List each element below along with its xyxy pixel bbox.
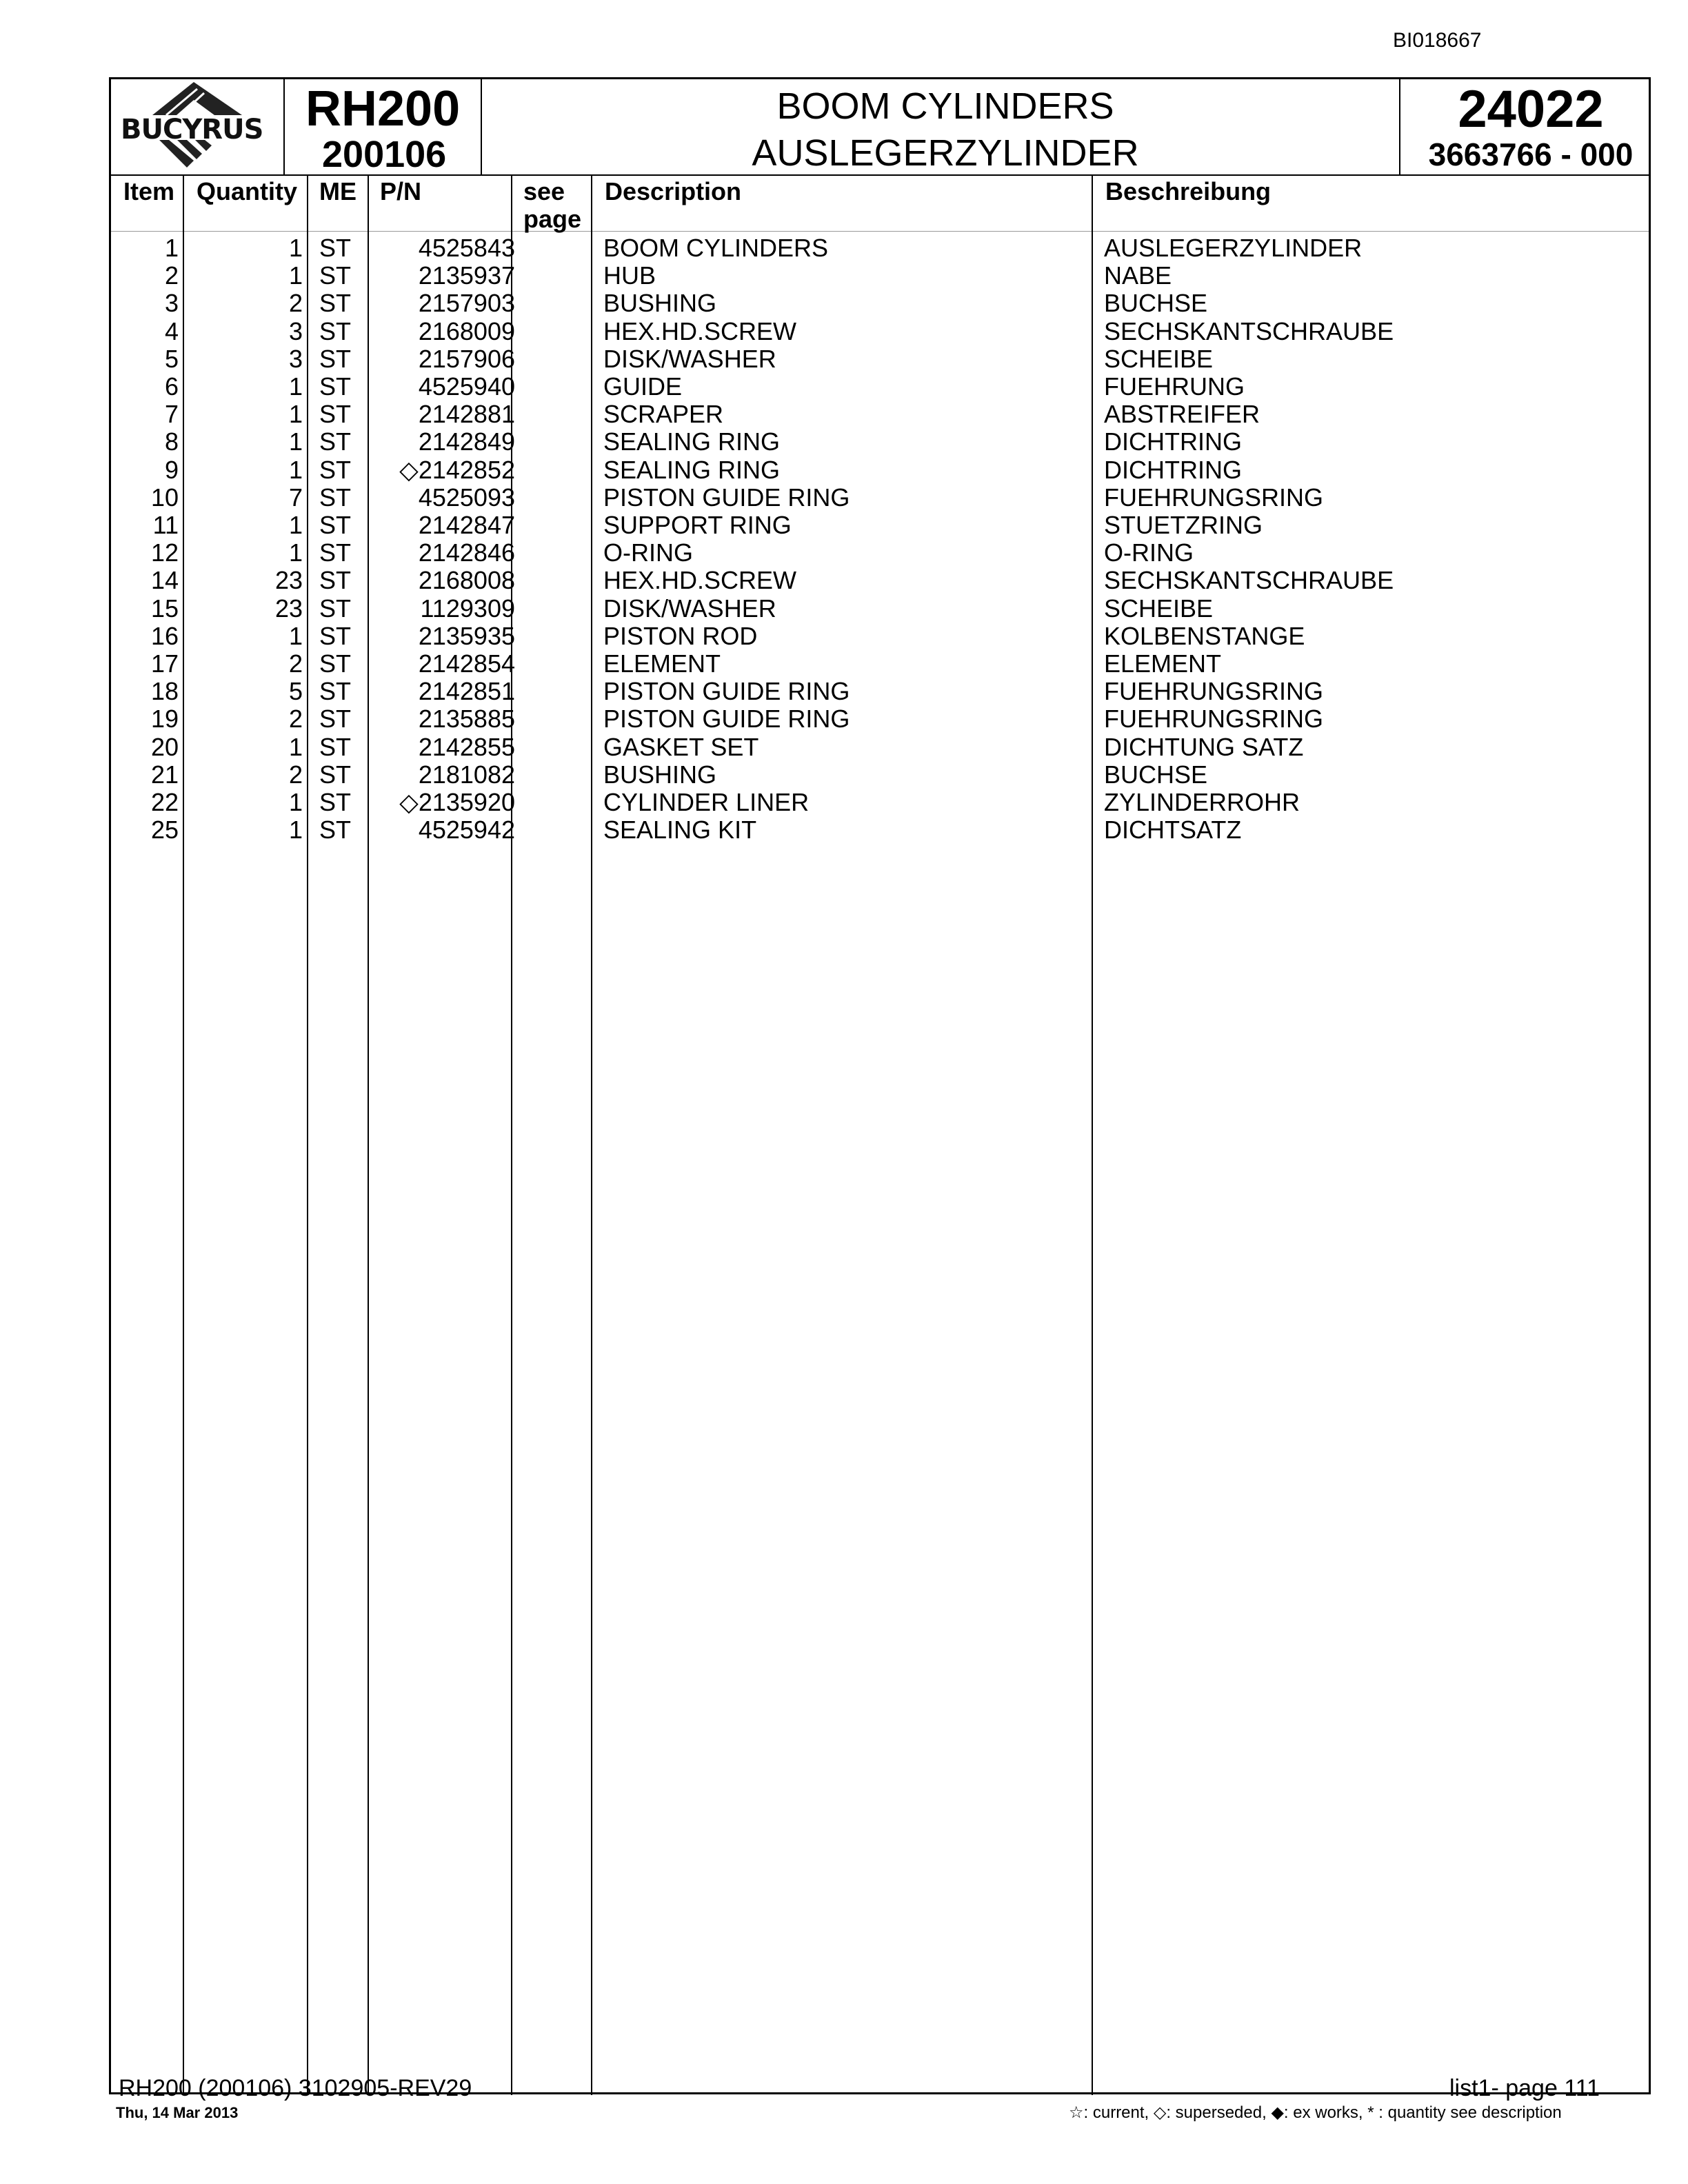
cell-quantity: 1: [288, 234, 303, 262]
cell-description: HEX.HD.SCREW: [603, 316, 797, 345]
column-header-see-page-2: page: [523, 205, 582, 233]
cell-me: ST: [319, 344, 352, 373]
table-row: [111, 677, 1649, 705]
cell-description: PISTON GUIDE RING: [603, 705, 850, 734]
cell-description: DISK/WASHER: [603, 344, 776, 373]
cell-part-number: ◇2135920: [399, 788, 515, 816]
cell-part-number: 2168008: [418, 566, 515, 595]
cell-item: 7: [164, 400, 179, 429]
cell-me: ST: [319, 538, 352, 567]
cell-beschreibung: BUCHSE: [1104, 289, 1208, 318]
cell-part-number: 4525940: [418, 372, 515, 401]
cell-beschreibung: STUETZRING: [1104, 511, 1263, 539]
cell-quantity: 5: [288, 677, 303, 706]
cell-item: 18: [150, 677, 179, 706]
cell-part-number: 4525093: [418, 483, 515, 512]
cell-beschreibung: SCHEIBE: [1104, 344, 1214, 373]
cell-part-number: 2157906: [418, 344, 515, 373]
cell-quantity: 2: [288, 649, 303, 678]
table-row: [111, 345, 1649, 372]
cell-item: 22: [150, 788, 179, 816]
cell-quantity: 1: [288, 261, 303, 290]
cell-quantity: 2: [288, 289, 303, 318]
cell-description: PISTON GUIDE RING: [603, 483, 850, 512]
cell-item: 25: [150, 816, 179, 845]
cell-quantity: 1: [288, 816, 303, 845]
cell-description: SEALING RING: [603, 455, 781, 484]
cell-part-number: 2157903: [418, 289, 515, 318]
cell-part-number: 2142846: [418, 538, 515, 567]
cell-beschreibung: FUEHRUNGSRING: [1104, 677, 1324, 706]
table-row: [111, 760, 1649, 788]
cell-description: ELEMENT: [603, 649, 721, 678]
table-row: [111, 566, 1649, 594]
cell-item: 14: [150, 566, 179, 595]
cell-beschreibung: NABE: [1104, 261, 1172, 290]
cell-quantity: 23: [274, 594, 303, 623]
cell-me: ST: [319, 816, 352, 845]
cell-description: BUSHING: [603, 760, 717, 789]
footer-document-ref: RH200 (200106) 3102905-REV29: [119, 2075, 472, 2101]
footer-date: Thu, 14 Mar 2013: [116, 2104, 239, 2121]
column-header-rule: [111, 231, 1649, 232]
cell-item: 5: [164, 344, 179, 373]
cell-part-number: 2142849: [418, 427, 515, 456]
column-header-description: Description: [605, 177, 742, 205]
cell-beschreibung: FUEHRUNGSRING: [1104, 483, 1324, 512]
cell-item: 21: [150, 760, 179, 789]
cell-part-number: 2142855: [418, 732, 515, 761]
header-divider: [481, 79, 482, 176]
cell-quantity: 7: [288, 483, 303, 512]
table-row: [111, 511, 1649, 538]
table-row: [111, 538, 1649, 566]
table-row: [111, 705, 1649, 732]
cell-item: 10: [150, 483, 179, 512]
column-header-pn: P/N: [380, 177, 422, 205]
table-row: [111, 400, 1649, 427]
cell-quantity: 1: [288, 538, 303, 567]
cell-item: 2: [164, 261, 179, 290]
cell-quantity: 1: [288, 372, 303, 401]
cell-me: ST: [319, 649, 352, 678]
cell-item: 17: [150, 649, 179, 678]
cell-me: ST: [319, 316, 352, 345]
parts-list-frame: [109, 77, 1651, 2094]
cell-quantity: 1: [288, 511, 303, 539]
cell-part-number: 2135885: [418, 705, 515, 734]
column-header-me: ME: [319, 177, 356, 205]
cell-beschreibung: KOLBENSTANGE: [1104, 621, 1305, 650]
document-id: BI018667: [1393, 29, 1482, 52]
column-header-see-page: see: [523, 177, 565, 205]
cell-part-number: 2135935: [418, 621, 515, 650]
cell-part-number: 2181082: [418, 760, 515, 789]
cell-description: GUIDE: [603, 372, 683, 401]
title-german: AUSLEGERZYLINDER: [752, 132, 1139, 174]
symbol-legend: ☆: current, ◇: superseded, ◆: ex works, * : quantity see description: [1069, 2103, 1562, 2122]
cell-beschreibung: SECHSKANTSCHRAUBE: [1104, 316, 1394, 345]
cell-me: ST: [319, 566, 352, 595]
cell-description: SEALING KIT: [603, 816, 757, 845]
cell-part-number: 2168009: [418, 316, 515, 345]
cell-item: 9: [164, 455, 179, 484]
cell-part-number: ◇2142852: [399, 455, 515, 484]
cell-item: 3: [164, 289, 179, 318]
cell-me: ST: [319, 234, 352, 262]
table-row: [111, 234, 1649, 261]
group-number: 24022: [1458, 80, 1604, 139]
cell-me: ST: [319, 511, 352, 539]
cell-beschreibung: DICHTSATZ: [1104, 816, 1242, 845]
cell-beschreibung: O-RING: [1104, 538, 1194, 567]
cell-me: ST: [319, 427, 352, 456]
cell-beschreibung: ABSTREIFER: [1104, 400, 1260, 429]
column-header-beschreibung: Beschreibung: [1105, 177, 1272, 205]
cell-description: DISK/WASHER: [603, 594, 776, 623]
cell-item: 19: [150, 705, 179, 734]
cell-item: 12: [150, 538, 179, 567]
cell-quantity: 1: [288, 400, 303, 429]
cell-beschreibung: DICHTUNG SATZ: [1104, 732, 1304, 761]
cell-me: ST: [319, 705, 352, 734]
cell-item: 6: [164, 372, 179, 401]
cell-description: SEALING RING: [603, 427, 781, 456]
cell-me: ST: [319, 289, 352, 318]
cell-part-number: 2142847: [418, 511, 515, 539]
serial-number: 200106: [322, 134, 447, 175]
table-row: [111, 427, 1649, 455]
cell-beschreibung: SECHSKANTSCHRAUBE: [1104, 566, 1394, 595]
table-row: [111, 456, 1649, 483]
cell-me: ST: [319, 372, 352, 401]
header-divider: [283, 79, 285, 176]
group-subnumber: 3663766 - 000: [1428, 136, 1634, 172]
cell-beschreibung: ELEMENT: [1104, 649, 1222, 678]
cell-quantity: 23: [274, 566, 303, 595]
cell-beschreibung: FUEHRUNGSRING: [1104, 705, 1324, 734]
cell-quantity: 2: [288, 760, 303, 789]
footer-page-number: list1- page 111: [1449, 2075, 1600, 2101]
column-header-quantity: Quantity: [197, 177, 298, 205]
cell-part-number: 4525942: [418, 816, 515, 845]
cell-me: ST: [319, 732, 352, 761]
cell-me: ST: [319, 760, 352, 789]
cell-quantity: 1: [288, 427, 303, 456]
cell-description: GASKET SET: [603, 732, 759, 761]
cell-description: HUB: [603, 261, 656, 290]
cell-item: 16: [150, 621, 179, 650]
cell-quantity: 2: [288, 705, 303, 734]
cell-part-number: 2142881: [418, 400, 515, 429]
cell-description: PISTON ROD: [603, 621, 758, 650]
cell-part-number: 2142851: [418, 677, 515, 706]
cell-me: ST: [319, 594, 352, 623]
logo-text: BUCYRUS: [121, 114, 263, 145]
cell-quantity: 1: [288, 788, 303, 816]
table-row: [111, 733, 1649, 760]
cell-me: ST: [319, 261, 352, 290]
cell-me: ST: [319, 455, 352, 484]
cell-beschreibung: SCHEIBE: [1104, 594, 1214, 623]
cell-part-number: 1129309: [420, 594, 515, 623]
cell-description: HEX.HD.SCREW: [603, 566, 797, 595]
column-header-item: Item: [123, 177, 175, 205]
cell-me: ST: [319, 621, 352, 650]
cell-me: ST: [319, 400, 352, 429]
cell-description: BOOM CYLINDERS: [603, 234, 829, 262]
cell-item: 4: [164, 316, 179, 345]
cell-quantity: 1: [288, 621, 303, 650]
cell-item: 20: [150, 732, 179, 761]
cell-description: BUSHING: [603, 289, 717, 318]
table-row: [111, 788, 1649, 816]
cell-beschreibung: FUEHRUNG: [1104, 372, 1245, 401]
table-row: [111, 483, 1649, 511]
cell-description: SUPPORT RING: [603, 511, 792, 539]
table-row: [111, 622, 1649, 649]
cell-beschreibung: DICHTRING: [1104, 455, 1242, 484]
table-row: [111, 594, 1649, 622]
cell-part-number: 4525843: [418, 234, 515, 262]
cell-quantity: 1: [288, 732, 303, 761]
table-row: [111, 289, 1649, 316]
title-english: BOOM CYLINDERS: [776, 85, 1114, 127]
cell-description: PISTON GUIDE RING: [603, 677, 850, 706]
cell-item: 11: [152, 511, 179, 539]
cell-item: 8: [164, 427, 179, 456]
cell-part-number: 2135937: [418, 261, 515, 290]
cell-quantity: 1: [288, 455, 303, 484]
cell-me: ST: [319, 483, 352, 512]
cell-description: CYLINDER LINER: [603, 788, 810, 816]
cell-beschreibung: AUSLEGERZYLINDER: [1104, 234, 1363, 262]
cell-item: 15: [150, 594, 179, 623]
cell-description: SCRAPER: [603, 400, 724, 429]
bucyrus-logo: [111, 79, 283, 176]
cell-me: ST: [319, 788, 352, 816]
table-row: [111, 372, 1649, 400]
cell-quantity: 3: [288, 316, 303, 345]
cell-item: 1: [164, 234, 179, 262]
cell-me: ST: [319, 677, 352, 706]
model-number: RH200: [305, 81, 461, 136]
table-row: [111, 816, 1649, 843]
cell-beschreibung: DICHTRING: [1104, 427, 1242, 456]
cell-quantity: 3: [288, 344, 303, 373]
table-row: [111, 649, 1649, 677]
table-row: [111, 261, 1649, 289]
cell-beschreibung: BUCHSE: [1104, 760, 1208, 789]
cell-beschreibung: ZYLINDERROHR: [1104, 788, 1300, 816]
table-row: [111, 317, 1649, 345]
cell-part-number: 2142854: [418, 649, 515, 678]
cell-description: O-RING: [603, 538, 693, 567]
